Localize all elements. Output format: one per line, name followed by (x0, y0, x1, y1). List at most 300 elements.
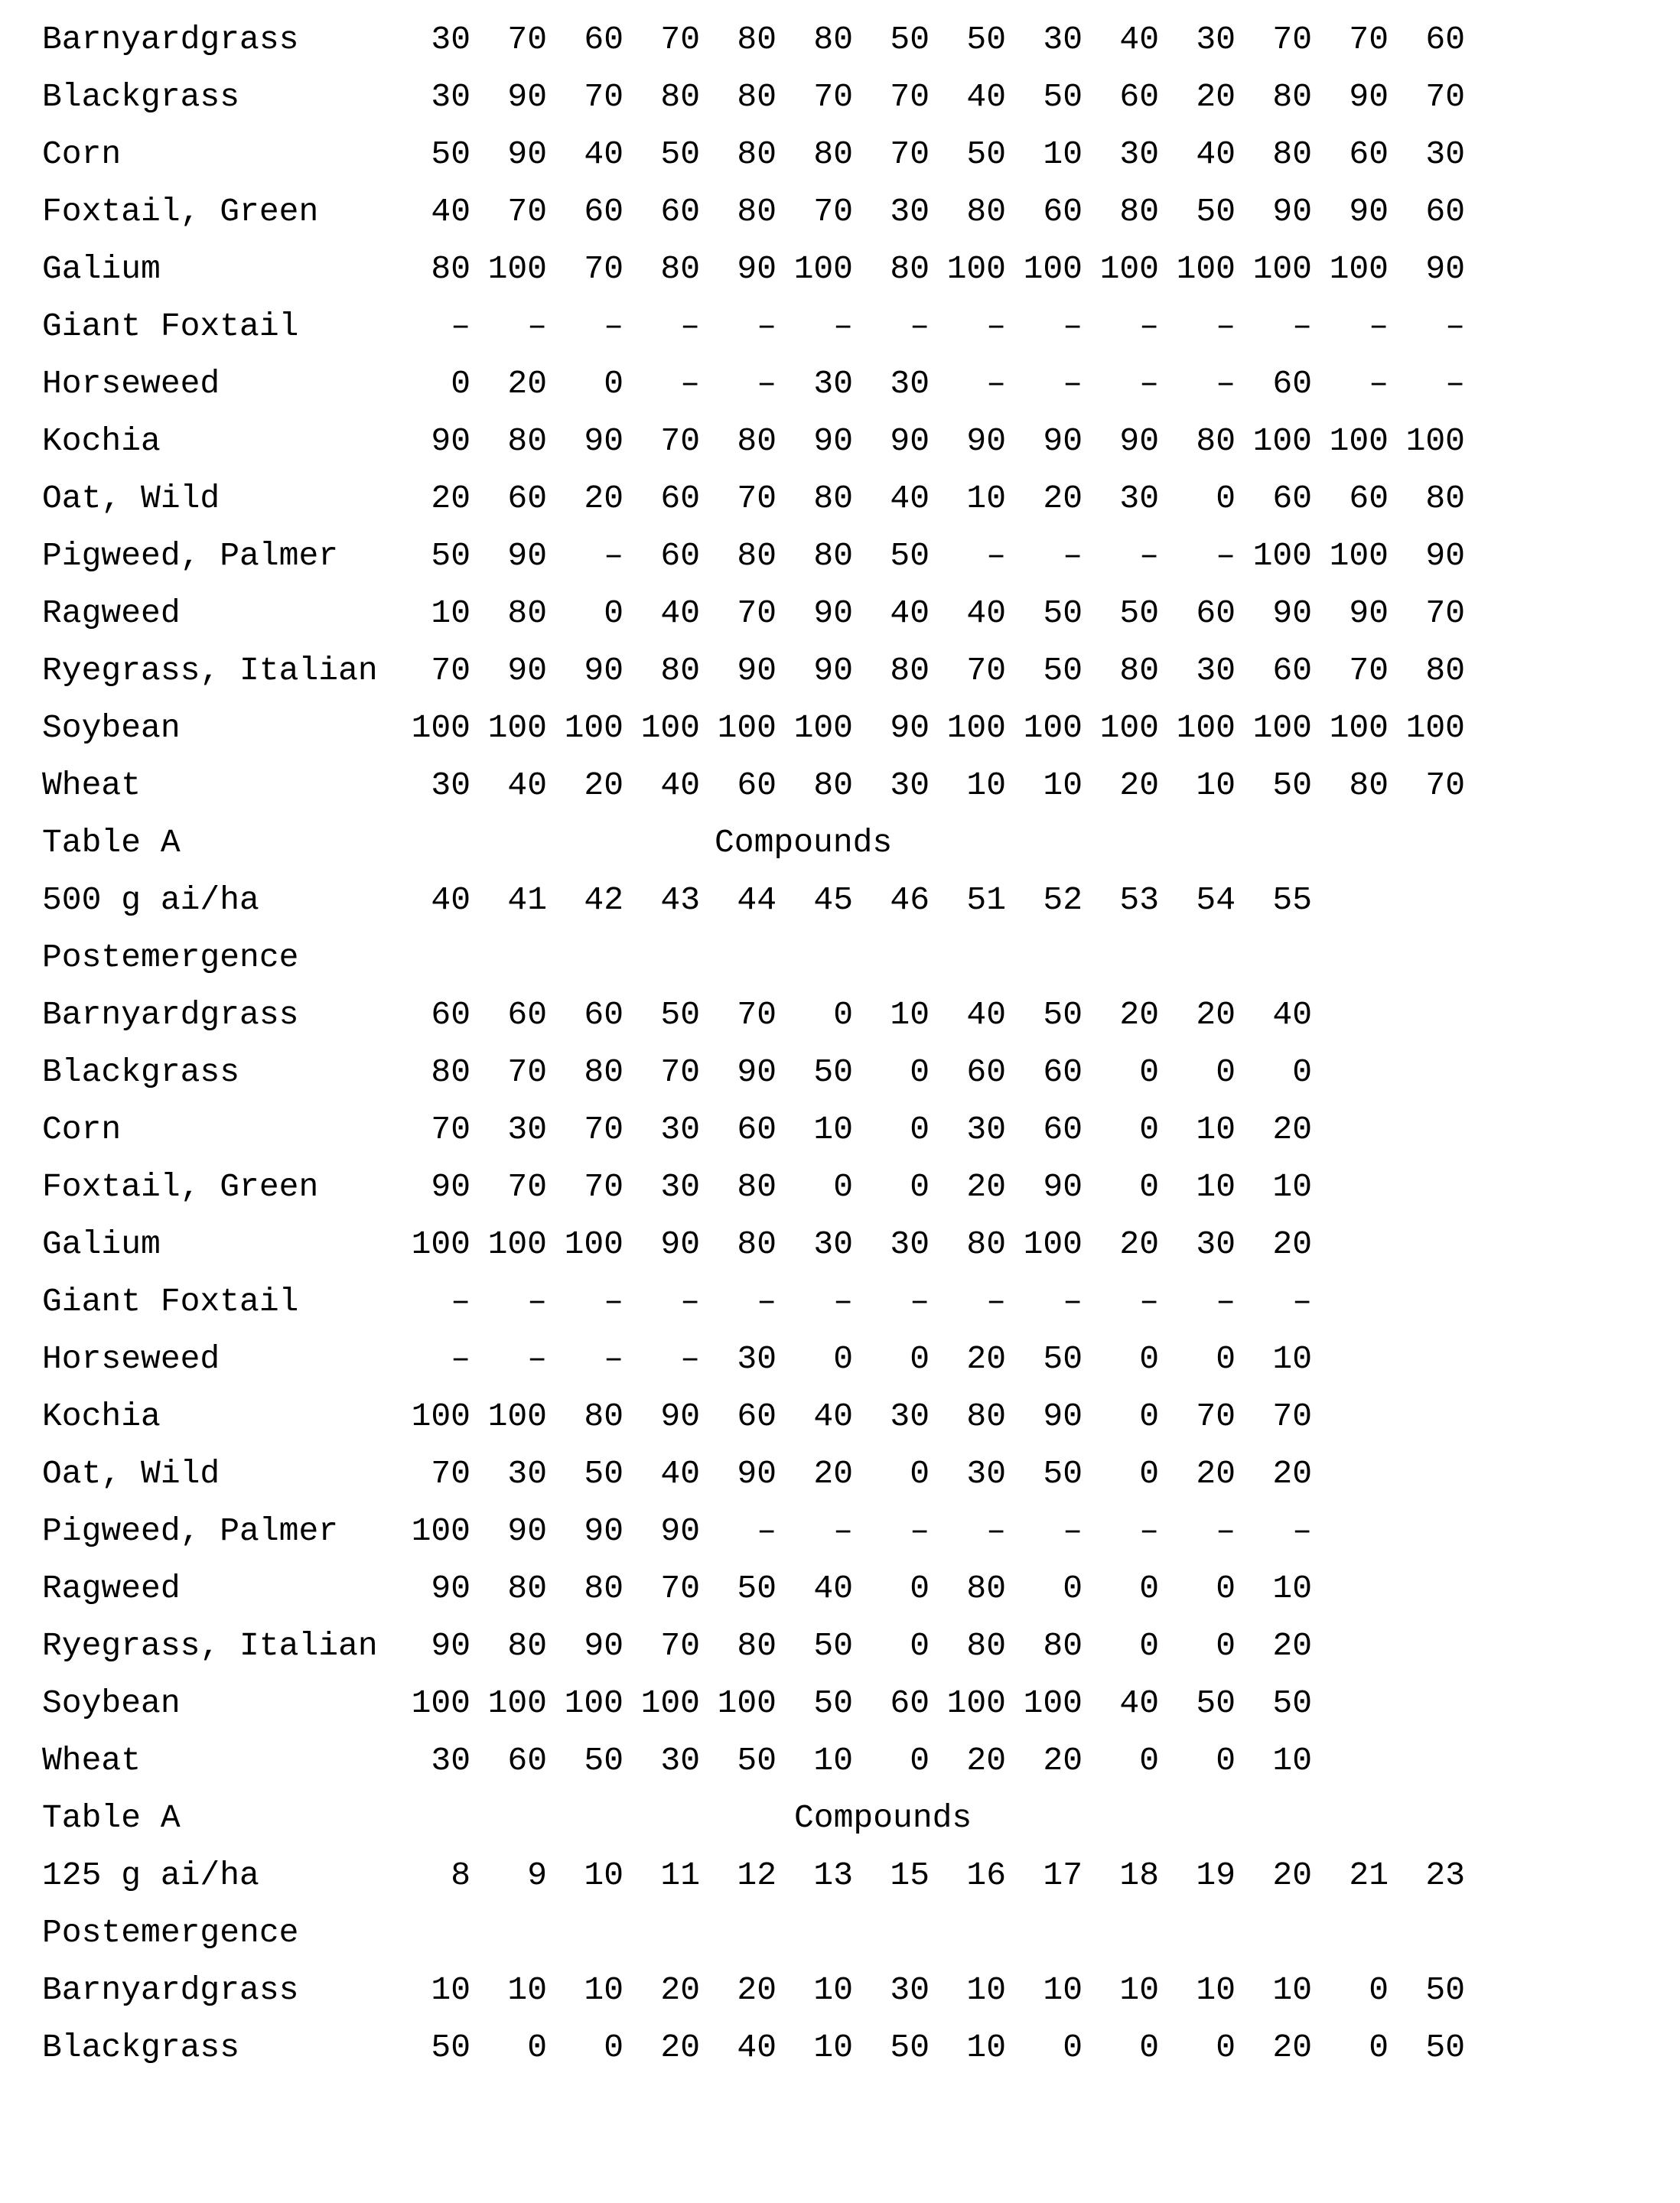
value-cell: 80 (813, 537, 853, 574)
value-cell: 50 (1425, 2029, 1465, 2066)
value-cell: 0 (910, 1168, 930, 1206)
value-cell: 80 (584, 1570, 623, 1607)
value-cell: 90 (737, 1455, 777, 1492)
value-cell: – (1445, 365, 1465, 402)
value-cell: 10 (966, 766, 1006, 804)
species-label: Giant Foxtail (42, 308, 299, 345)
value-cell: 70 (660, 1570, 700, 1607)
value-cell: 90 (813, 422, 853, 460)
value-cell: 80 (431, 250, 470, 288)
value-cell: 100 (793, 250, 853, 288)
table-row (42, 527, 1680, 584)
table-row (42, 1560, 1680, 1617)
value-cell: 40 (1119, 21, 1159, 58)
value-cell: 10 (1196, 1971, 1236, 2009)
value-cell: 100 (1329, 709, 1389, 747)
value-cell: 10 (1272, 1340, 1312, 1378)
value-cell: 90 (813, 594, 853, 632)
value-cell: 100 (640, 1684, 700, 1722)
value-cell: 90 (1043, 1398, 1083, 1435)
value-cell: 20 (1119, 1225, 1159, 1263)
value-cell: 100 (1252, 422, 1312, 460)
value-cell: 100 (1099, 250, 1159, 288)
value-cell: 0 (910, 1111, 930, 1148)
value-cell: 100 (717, 1684, 777, 1722)
value-cell: 60 (660, 537, 700, 574)
value-cell: – (451, 1283, 470, 1320)
value-cell: – (986, 308, 1006, 345)
value-cell: 100 (1252, 709, 1312, 747)
table-row (42, 584, 1680, 642)
value-cell: 70 (584, 1111, 623, 1148)
value-cell: 90 (507, 537, 547, 574)
value-cell: 60 (507, 480, 547, 517)
value-cell: – (527, 1283, 547, 1320)
value-cell: 0 (910, 1742, 930, 1779)
value-cell: 60 (966, 1053, 1006, 1091)
table-row (42, 642, 1680, 699)
value-cell: 60 (660, 193, 700, 230)
value-cell: 100 (946, 709, 1006, 747)
value-cell: 60 (1196, 594, 1236, 632)
value-cell: 30 (1196, 652, 1236, 689)
species-label: Wheat (42, 1742, 142, 1779)
value-cell: – (1139, 308, 1159, 345)
value-cell: 30 (1119, 135, 1159, 173)
value-cell: 10 (1119, 1971, 1159, 2009)
rate-label: 500 g ai/ha (42, 881, 259, 919)
value-cell: 10 (1043, 766, 1083, 804)
value-cell: 90 (584, 652, 623, 689)
value-cell: 40 (431, 881, 470, 919)
value-cell: 100 (640, 709, 700, 747)
species-label: Pigweed, Palmer (42, 1512, 339, 1550)
value-cell: 90 (584, 1512, 623, 1550)
value-cell: 0 (910, 1570, 930, 1607)
value-cell: 80 (813, 21, 853, 58)
value-cell: – (680, 1283, 700, 1320)
value-cell: 50 (584, 1455, 623, 1492)
value-cell: 90 (966, 422, 1006, 460)
value-cell: 80 (737, 1225, 777, 1263)
value-cell: 20 (660, 1971, 700, 2009)
rate-header-row (42, 1847, 1680, 1904)
value-cell: 30 (1196, 1225, 1236, 1263)
value-cell: 90 (431, 1570, 470, 1607)
value-cell: 60 (1425, 193, 1465, 230)
value-cell: 90 (1425, 250, 1465, 288)
value-cell: 10 (966, 1971, 1006, 2009)
value-cell: – (680, 1340, 700, 1378)
value-cell: 40 (660, 766, 700, 804)
value-cell: 20 (1196, 78, 1236, 116)
value-cell: 40 (813, 1570, 853, 1607)
species-label: Ryegrass, Italian (42, 652, 378, 689)
value-cell: 100 (1252, 250, 1312, 288)
value-cell: 10 (1196, 1111, 1236, 1148)
value-cell: 70 (660, 21, 700, 58)
species-label: Blackgrass (42, 78, 240, 116)
value-cell: – (1063, 1283, 1083, 1320)
value-cell: 10 (584, 1971, 623, 2009)
value-cell: – (1292, 1283, 1312, 1320)
value-cell: 80 (737, 193, 777, 230)
value-cell: 50 (1196, 193, 1236, 230)
value-cell: 80 (507, 1570, 547, 1607)
value-cell: 100 (487, 1684, 547, 1722)
value-cell: 41 (507, 881, 547, 919)
value-cell: 100 (1329, 537, 1389, 574)
value-cell: 80 (737, 422, 777, 460)
value-cell: 70 (1196, 1398, 1236, 1435)
value-cell: 10 (1043, 1971, 1083, 2009)
value-cell: 60 (1349, 480, 1389, 517)
value-cell: 16 (966, 1856, 1006, 1894)
value-cell: 80 (660, 78, 700, 116)
value-cell: 90 (1349, 594, 1389, 632)
table-row (42, 1445, 1680, 1502)
value-cell: 10 (813, 2029, 853, 2066)
value-cell: 50 (890, 537, 930, 574)
table-row (42, 125, 1680, 183)
value-cell: 60 (890, 1684, 930, 1722)
value-cell: 0 (1216, 1053, 1236, 1091)
value-cell: 0 (1216, 1340, 1236, 1378)
value-cell: 20 (584, 480, 623, 517)
value-cell: 10 (813, 1971, 853, 2009)
value-cell: 90 (660, 1225, 700, 1263)
value-cell: 20 (966, 1742, 1006, 1779)
value-cell: – (1216, 537, 1236, 574)
value-cell: 30 (660, 1111, 700, 1148)
value-cell: 20 (1119, 766, 1159, 804)
value-cell: 30 (890, 1225, 930, 1263)
value-cell: 70 (1349, 652, 1389, 689)
value-cell: 10 (1272, 1168, 1312, 1206)
value-cell: – (1139, 537, 1159, 574)
table-row (42, 11, 1680, 68)
value-cell: – (986, 537, 1006, 574)
value-cell: 60 (507, 996, 547, 1033)
value-cell: 0 (1216, 480, 1236, 517)
value-cell: 20 (1196, 996, 1236, 1033)
value-cell: 90 (737, 250, 777, 288)
value-cell: 30 (1425, 135, 1465, 173)
value-cell: 70 (813, 193, 853, 230)
value-cell: 100 (1023, 1684, 1083, 1722)
value-cell: 70 (1349, 21, 1389, 58)
value-cell: – (1063, 1512, 1083, 1550)
value-cell: – (604, 537, 623, 574)
table-row (42, 240, 1680, 298)
value-cell: 70 (584, 1168, 623, 1206)
value-cell: 18 (1119, 1856, 1159, 1894)
value-cell: 50 (890, 2029, 930, 2066)
value-cell: 0 (1216, 1570, 1236, 1607)
value-cell: 70 (507, 21, 547, 58)
value-cell: 60 (1425, 21, 1465, 58)
value-cell: 0 (604, 365, 623, 402)
value-cell: 100 (1023, 1225, 1083, 1263)
table-row (42, 699, 1680, 757)
value-cell: 60 (737, 1398, 777, 1435)
value-cell: 44 (737, 881, 777, 919)
value-cell: 100 (717, 709, 777, 747)
value-cell: 80 (1425, 652, 1465, 689)
value-cell: 80 (966, 1398, 1006, 1435)
table-title: Table A (42, 1799, 181, 1837)
value-cell: 20 (431, 480, 470, 517)
table-row (42, 412, 1680, 470)
value-cell: 70 (507, 193, 547, 230)
value-cell: 20 (813, 1455, 853, 1492)
species-label: Galium (42, 250, 161, 288)
value-cell: 0 (833, 1340, 853, 1378)
value-cell: 40 (1272, 996, 1312, 1033)
value-cell: 0 (1369, 2029, 1389, 2066)
value-cell: – (604, 308, 623, 345)
value-cell: 80 (431, 1053, 470, 1091)
value-cell: 20 (966, 1168, 1006, 1206)
value-cell: 100 (1252, 537, 1312, 574)
species-label: Soybean (42, 1684, 181, 1722)
value-cell: 90 (660, 1512, 700, 1550)
value-cell: 80 (1119, 652, 1159, 689)
value-cell: 46 (890, 881, 930, 919)
value-cell: 15 (890, 1856, 930, 1894)
table-row (42, 1158, 1680, 1215)
timing-row (42, 1904, 1680, 1961)
value-cell: 90 (507, 78, 547, 116)
value-cell: 20 (1043, 1742, 1083, 1779)
value-cell: 70 (890, 135, 930, 173)
value-cell: 50 (1043, 78, 1083, 116)
value-cell: 10 (890, 996, 930, 1033)
value-cell: – (527, 308, 547, 345)
value-cell: 53 (1119, 881, 1159, 919)
value-cell: 30 (431, 78, 470, 116)
value-cell: – (451, 308, 470, 345)
value-cell: 20 (660, 2029, 700, 2066)
value-cell: 90 (890, 422, 930, 460)
value-cell: 0 (1139, 1053, 1159, 1091)
value-cell: 50 (1272, 766, 1312, 804)
value-cell: 10 (966, 480, 1006, 517)
value-cell: 20 (1043, 480, 1083, 517)
value-cell: 0 (451, 365, 470, 402)
value-cell: – (1292, 308, 1312, 345)
value-cell: – (910, 1512, 930, 1550)
value-cell: 10 (1196, 1168, 1236, 1206)
timing-label: Postemergence (42, 939, 299, 976)
value-cell: 30 (507, 1111, 547, 1148)
value-cell: 80 (584, 1398, 623, 1435)
value-cell: – (1063, 537, 1083, 574)
value-cell: 90 (507, 1512, 547, 1550)
value-cell: – (1139, 1512, 1159, 1550)
value-cell: 70 (1272, 1398, 1312, 1435)
value-cell: 30 (966, 1455, 1006, 1492)
value-cell: 21 (1349, 1856, 1389, 1894)
value-cell: 20 (1272, 1225, 1312, 1263)
value-cell: 50 (1043, 594, 1083, 632)
species-label: Horseweed (42, 1340, 220, 1378)
value-cell: – (1216, 308, 1236, 345)
value-cell: 80 (813, 766, 853, 804)
value-cell: 70 (737, 594, 777, 632)
value-cell: 30 (813, 365, 853, 402)
value-cell: 60 (431, 996, 470, 1033)
value-cell: 70 (1425, 78, 1465, 116)
value-cell: 0 (604, 2029, 623, 2066)
value-cell: – (1139, 365, 1159, 402)
value-cell: 60 (1043, 1053, 1083, 1091)
value-cell: 20 (1272, 1627, 1312, 1664)
value-cell: 9 (527, 1856, 547, 1894)
value-cell: 40 (660, 594, 700, 632)
value-cell: 90 (1349, 193, 1389, 230)
value-cell: 70 (431, 1455, 470, 1492)
species-label: Blackgrass (42, 1053, 240, 1091)
value-cell: 0 (1292, 1053, 1312, 1091)
value-cell: – (1216, 1512, 1236, 1550)
species-label: Ragweed (42, 1570, 181, 1607)
value-cell: 50 (431, 135, 470, 173)
value-cell: – (833, 1512, 853, 1550)
value-cell: 54 (1196, 881, 1236, 919)
value-cell: 70 (431, 1111, 470, 1148)
value-cell: 40 (507, 766, 547, 804)
value-cell: 90 (1272, 594, 1312, 632)
value-cell: 80 (584, 1053, 623, 1091)
value-cell: 13 (813, 1856, 853, 1894)
value-cell: 30 (966, 1111, 1006, 1148)
table-title: Table A (42, 824, 181, 861)
value-cell: 20 (966, 1340, 1006, 1378)
value-cell: 40 (966, 78, 1006, 116)
value-cell: 40 (890, 594, 930, 632)
species-label: Ragweed (42, 594, 181, 632)
table-row (42, 298, 1680, 355)
value-cell: 50 (1043, 1340, 1083, 1378)
value-cell: 50 (660, 135, 700, 173)
value-cell: – (757, 1283, 777, 1320)
value-cell: 100 (564, 1225, 623, 1263)
value-cell: 12 (737, 1856, 777, 1894)
value-cell: 80 (966, 193, 1006, 230)
value-cell: 10 (1043, 135, 1083, 173)
value-cell: 70 (584, 78, 623, 116)
value-cell: 0 (1216, 1742, 1236, 1779)
value-cell: 0 (910, 1627, 930, 1664)
value-cell: 0 (1139, 1627, 1159, 1664)
value-cell: 90 (1425, 537, 1465, 574)
value-cell: 50 (1043, 996, 1083, 1033)
species-label: Barnyardgrass (42, 21, 299, 58)
value-cell: 10 (966, 2029, 1006, 2066)
value-cell: 90 (1272, 193, 1312, 230)
value-cell: – (986, 1512, 1006, 1550)
value-cell: 40 (966, 996, 1006, 1033)
value-cell: 70 (660, 1627, 700, 1664)
value-cell: 90 (660, 1398, 700, 1435)
value-cell: 0 (1369, 1971, 1389, 2009)
value-cell: 40 (1119, 1684, 1159, 1722)
value-cell: 100 (411, 1512, 470, 1550)
value-cell: – (986, 365, 1006, 402)
value-cell: 90 (1349, 78, 1389, 116)
table-row (42, 757, 1680, 814)
table-row (42, 1388, 1680, 1445)
value-cell: 100 (487, 1398, 547, 1435)
timing-label: Postemergence (42, 1914, 299, 1951)
species-label: Corn (42, 1111, 122, 1148)
value-cell: 0 (1216, 1627, 1236, 1664)
value-cell: 100 (411, 1225, 470, 1263)
species-label: Soybean (42, 709, 181, 747)
value-cell: 0 (1139, 1398, 1159, 1435)
value-cell: 70 (813, 78, 853, 116)
value-cell: 50 (737, 1570, 777, 1607)
value-cell: – (1216, 1283, 1236, 1320)
value-cell: 0 (527, 2029, 547, 2066)
value-cell: 80 (737, 537, 777, 574)
value-cell: 70 (966, 652, 1006, 689)
value-cell: – (757, 1512, 777, 1550)
value-cell: 90 (890, 709, 930, 747)
value-cell: 50 (584, 1742, 623, 1779)
value-cell: 20 (1272, 1856, 1312, 1894)
value-cell: – (1292, 1512, 1312, 1550)
value-cell: – (910, 308, 930, 345)
value-cell: 10 (1272, 1971, 1312, 2009)
species-label: Wheat (42, 766, 142, 804)
table-header-row (42, 1789, 1680, 1847)
value-cell: 100 (411, 709, 470, 747)
value-cell: 0 (1139, 1570, 1159, 1607)
compounds-heading: Compounds (715, 824, 893, 861)
species-label: Barnyardgrass (42, 1971, 299, 2009)
table-row (42, 1043, 1680, 1101)
value-cell: 0 (833, 1168, 853, 1206)
value-cell: 70 (660, 422, 700, 460)
value-cell: 100 (1405, 422, 1465, 460)
value-cell: 100 (1176, 709, 1236, 747)
value-cell: 70 (507, 1053, 547, 1091)
table-row (42, 183, 1680, 240)
value-cell: 10 (431, 594, 470, 632)
value-cell: – (757, 365, 777, 402)
value-cell: 40 (584, 135, 623, 173)
table-row (42, 1674, 1680, 1732)
value-cell: 90 (507, 135, 547, 173)
value-cell: 100 (946, 250, 1006, 288)
value-cell: 80 (1272, 78, 1312, 116)
table-row (42, 1215, 1680, 1273)
value-cell: 30 (813, 1225, 853, 1263)
value-cell: 0 (910, 1053, 930, 1091)
species-label: Galium (42, 1225, 161, 1263)
value-cell: 90 (813, 652, 853, 689)
value-cell: 30 (890, 193, 930, 230)
species-label: Kochia (42, 1398, 161, 1435)
value-cell: 80 (813, 135, 853, 173)
value-cell: 80 (507, 1627, 547, 1664)
value-cell: 42 (584, 881, 623, 919)
value-cell: 100 (1329, 422, 1389, 460)
value-cell: 80 (737, 1627, 777, 1664)
value-cell: 11 (660, 1856, 700, 1894)
